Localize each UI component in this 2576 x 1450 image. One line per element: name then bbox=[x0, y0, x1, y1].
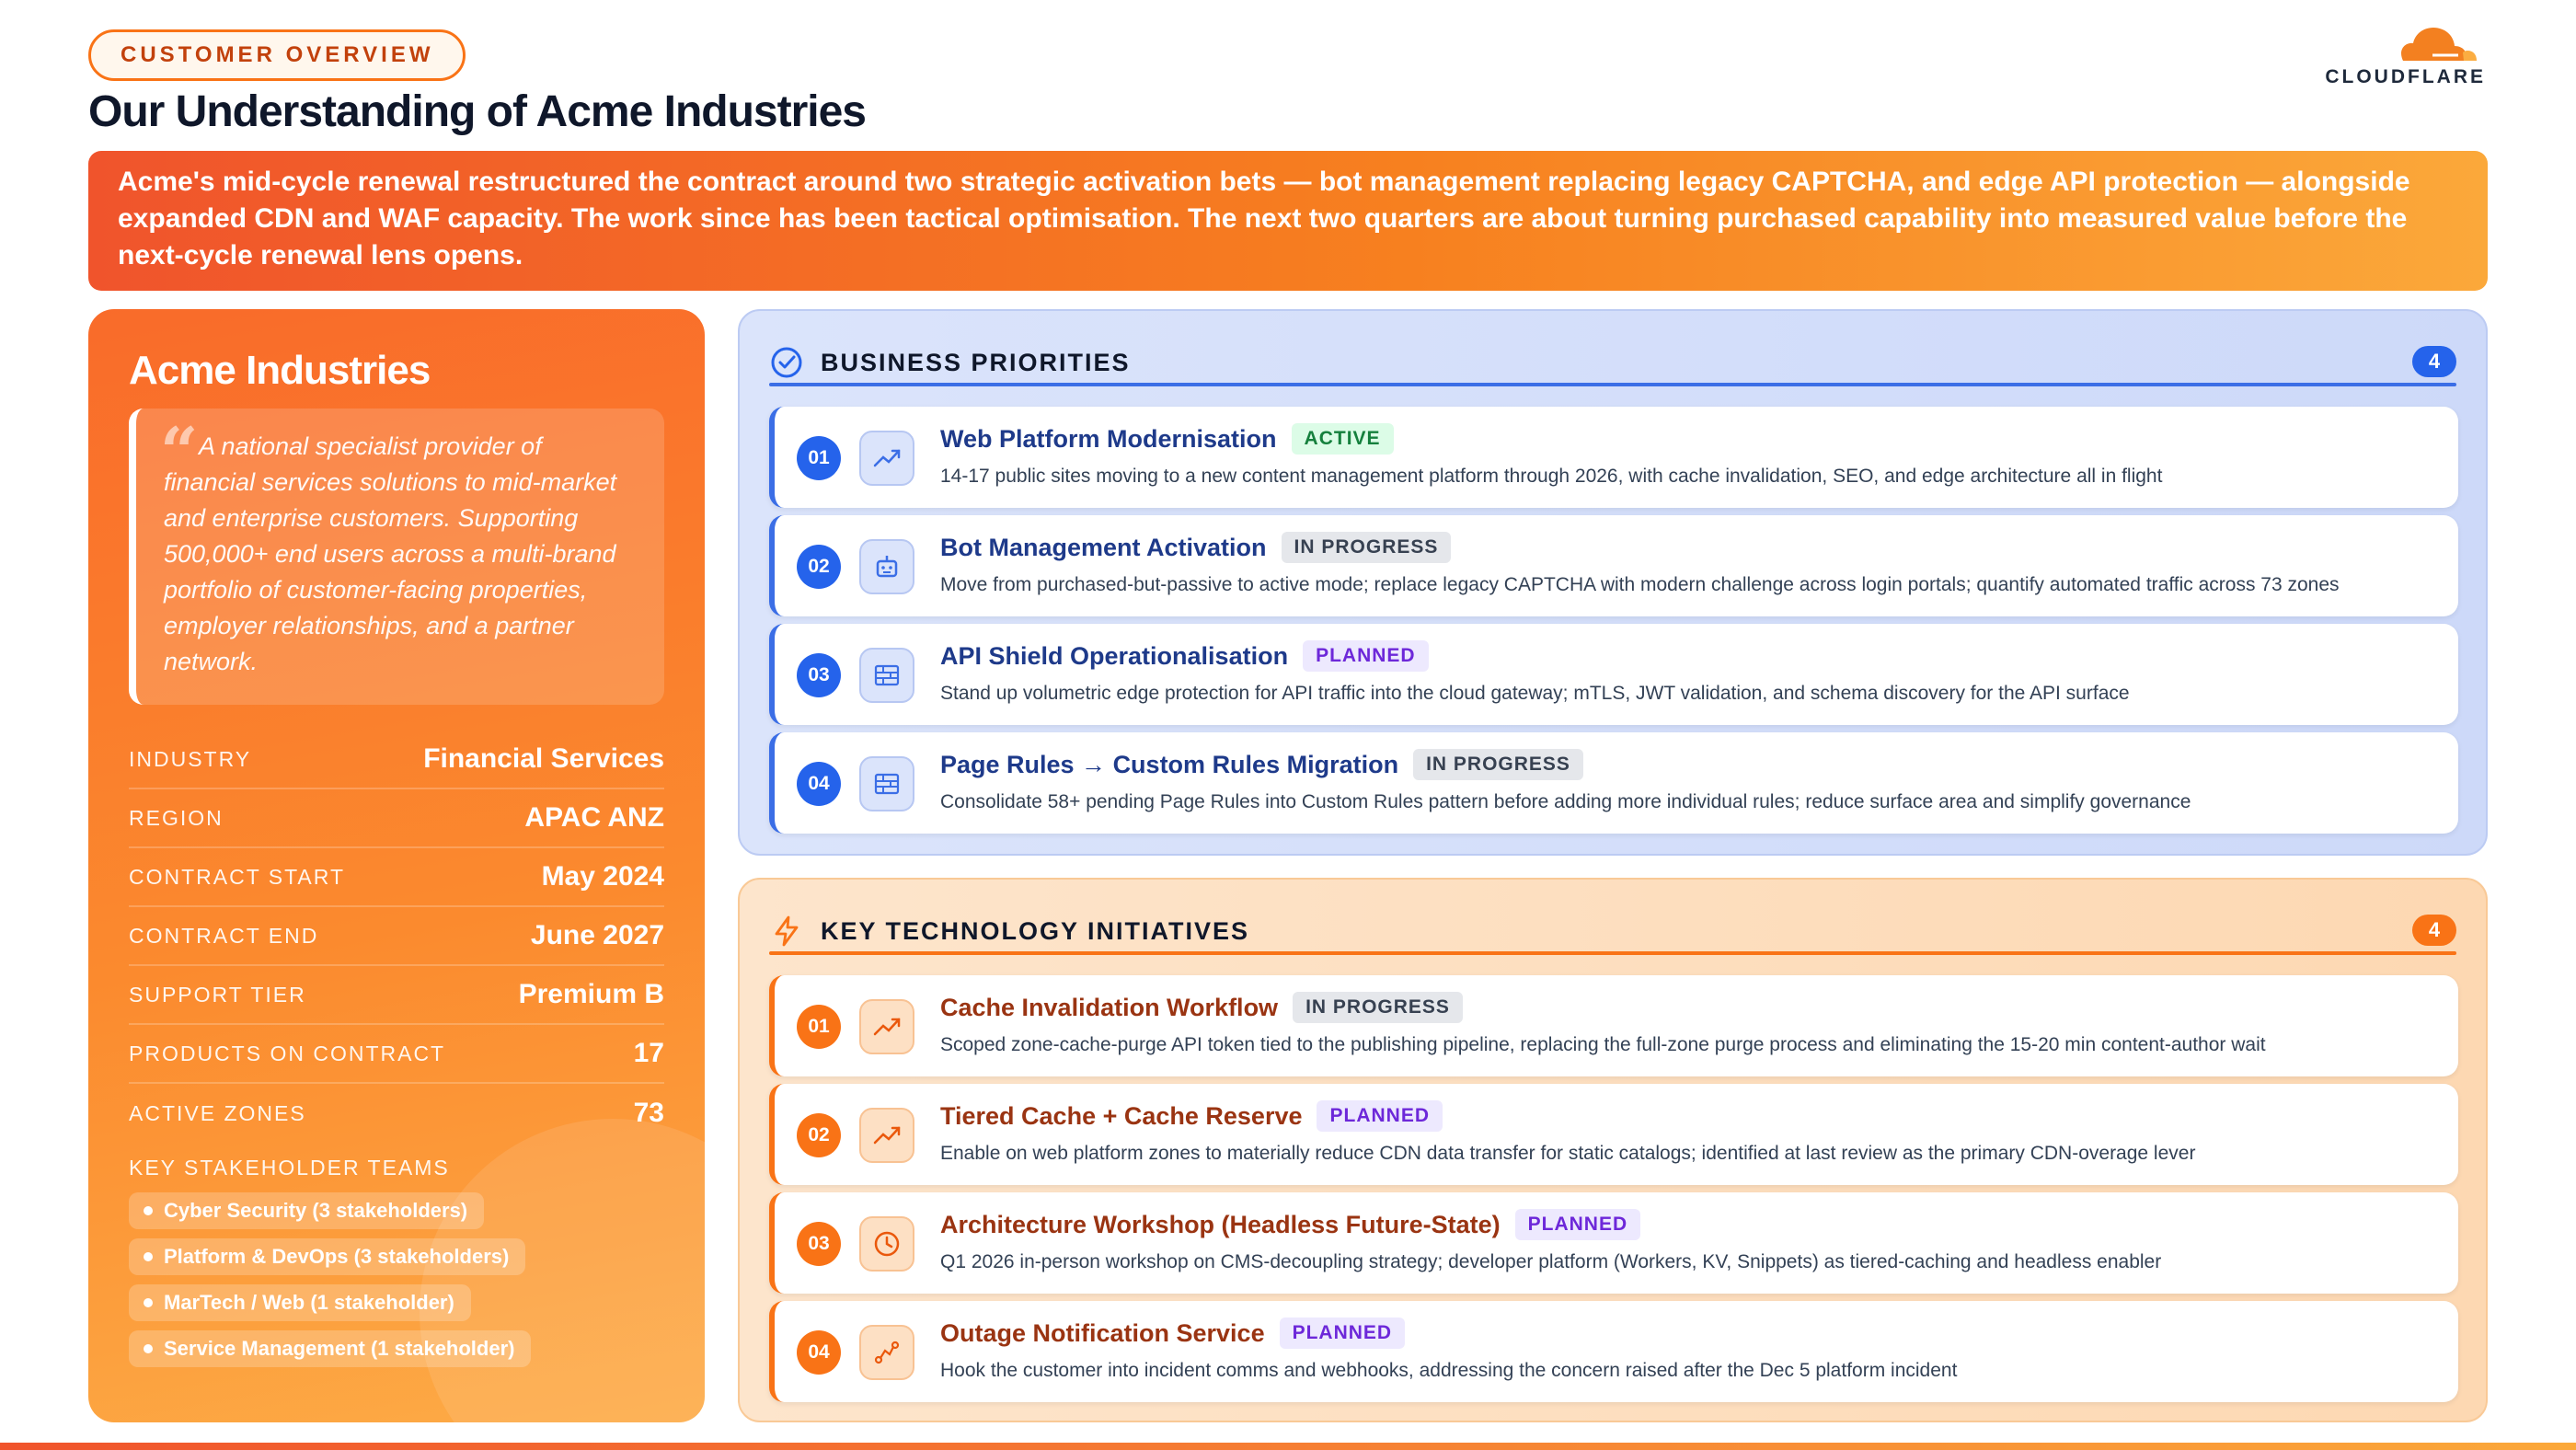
fact-value: Premium B bbox=[518, 979, 664, 1009]
summary-banner: Acme's mid-cycle renewal restructured the contract around two strategic activation bets — bot management replacing legacy CAPTCHA, and edge API protection — alongside expanded CDN and WAF capacity. The work since has been tactical optimisation. The next two quarters are about turning purchased capability into measured value before the next-cycle renewal lens opens. bbox=[88, 151, 2488, 291]
quote-icon: “ bbox=[160, 412, 199, 490]
priority-item[interactable] bbox=[769, 407, 2458, 508]
stakeholder-chip bbox=[129, 1330, 531, 1367]
fact-value: APAC ANZ bbox=[524, 802, 664, 833]
priority-item[interactable] bbox=[769, 732, 2458, 834]
bullet-icon bbox=[144, 1206, 153, 1215]
robot-icon bbox=[859, 539, 914, 594]
item-description: Q1 2026 in-person workshop on CMS-decoupling strategy; developer platform (Workers, KV, Snippets) as tiered-caching and headless enabler bbox=[940, 1251, 2162, 1272]
fact-row-region bbox=[129, 789, 664, 848]
company-name: Acme Industries bbox=[129, 348, 431, 393]
item-number: 04 bbox=[797, 762, 841, 806]
logo-text: CLOUDFLARE bbox=[2325, 66, 2486, 87]
lightning-icon bbox=[769, 914, 804, 949]
item-number: 04 bbox=[797, 1330, 841, 1375]
item-description: Stand up volumetric edge protection for API traffic into the cloud gateway; mTLS, JWT validation, and schema discovery for the API surface bbox=[940, 683, 2130, 704]
divider bbox=[769, 951, 2456, 955]
firewall-icon bbox=[859, 648, 914, 703]
fact-row-products bbox=[129, 1025, 664, 1084]
panel-title: KEY TECHNOLOGY INITIATIVES bbox=[821, 916, 1250, 945]
priority-item[interactable] bbox=[769, 624, 2458, 725]
footer-accent-bar bbox=[0, 1443, 2576, 1450]
stakeholder-label: MarTech / Web (1 stakeholder) bbox=[164, 1291, 454, 1314]
count-badge: 4 bbox=[2412, 915, 2456, 946]
status-badge: PLANNED bbox=[1515, 1209, 1641, 1240]
page-title: Our Understanding of Acme Industries bbox=[88, 87, 866, 136]
fact-value: May 2024 bbox=[541, 861, 664, 892]
fact-label: CONTRACT START bbox=[129, 864, 346, 889]
webhook-icon bbox=[859, 1325, 914, 1380]
item-title: Tiered Cache + Cache Reserve bbox=[940, 1101, 1303, 1130]
count-badge: 4 bbox=[2412, 346, 2456, 377]
panel-title: BUSINESS PRIORITIES bbox=[821, 348, 1131, 376]
bullet-icon bbox=[144, 1344, 153, 1353]
stakeholder-label: Cyber Security (3 stakeholders) bbox=[164, 1199, 468, 1222]
business-priorities-panel bbox=[738, 309, 2488, 856]
item-title: Outage Notification Service bbox=[940, 1318, 1265, 1347]
status-badge: IN PROGRESS bbox=[1293, 992, 1463, 1023]
fact-label: REGION bbox=[129, 805, 224, 830]
item-description: Enable on web platform zones to materially reduce CDN data transfer for static catalogs; identified at last review as the primary CDN-overage lever bbox=[940, 1143, 2196, 1164]
firewall-icon bbox=[859, 756, 914, 811]
item-title: Web Platform Modernisation bbox=[940, 424, 1277, 453]
item-number: 01 bbox=[797, 436, 841, 480]
priority-item[interactable] bbox=[769, 515, 2458, 616]
fact-row-active-zones bbox=[129, 1084, 664, 1143]
trending-up-icon bbox=[859, 999, 914, 1054]
item-number: 03 bbox=[797, 1222, 841, 1266]
item-title: Cache Invalidation Workflow bbox=[940, 993, 1279, 1021]
cloudflare-logo bbox=[2311, 24, 2486, 88]
initiative-item[interactable] bbox=[769, 975, 2458, 1076]
item-title: Page Rules → Custom Rules Migration bbox=[940, 750, 1399, 778]
stakeholder-chip bbox=[129, 1284, 471, 1321]
item-title: API Shield Operationalisation bbox=[940, 641, 1289, 670]
item-title: Architecture Workshop (Headless Future-State) bbox=[940, 1210, 1501, 1238]
bullet-icon bbox=[144, 1252, 153, 1261]
item-description: 14-17 public sites moving to a new content management platform through 2026, with cache invalidation, SEO, and edge architecture all in flight bbox=[940, 466, 2163, 487]
company-description-box bbox=[129, 409, 664, 705]
status-badge: IN PROGRESS bbox=[1282, 532, 1452, 563]
fact-label: PRODUCTS ON CONTRACT bbox=[129, 1041, 446, 1065]
company-profile-card bbox=[88, 309, 705, 1422]
fact-label: CONTRACT END bbox=[129, 923, 319, 948]
status-badge: ACTIVE bbox=[1292, 423, 1394, 455]
fact-label: INDUSTRY bbox=[129, 746, 252, 771]
item-description: Scoped zone-cache-purge API token tied to the publishing pipeline, replacing the full-zone purge process and eliminating the 15-20 min content-author wait bbox=[940, 1034, 2266, 1055]
trending-up-icon bbox=[859, 431, 914, 486]
status-badge: PLANNED bbox=[1303, 640, 1429, 672]
fact-label: ACTIVE ZONES bbox=[129, 1100, 306, 1125]
initiative-item[interactable] bbox=[769, 1192, 2458, 1294]
divider bbox=[769, 383, 2456, 386]
fact-row-contract-end bbox=[129, 907, 664, 966]
item-title: Bot Management Activation bbox=[940, 533, 1267, 561]
stakeholder-chip bbox=[129, 1192, 484, 1229]
fact-value: 17 bbox=[633, 1038, 664, 1068]
item-description: Move from purchased-but-passive to active mode; replace legacy CAPTCHA with modern challenge across login portals; quantify automated traffic across 73 zones bbox=[940, 574, 2340, 595]
trending-up-icon bbox=[859, 1108, 914, 1163]
fact-value: June 2027 bbox=[530, 920, 664, 950]
status-badge: PLANNED bbox=[1317, 1100, 1443, 1132]
item-number: 02 bbox=[797, 545, 841, 589]
clock-icon bbox=[859, 1216, 914, 1272]
fact-row-support-tier bbox=[129, 966, 664, 1025]
fact-value: Financial Services bbox=[423, 743, 664, 774]
item-description: Hook the customer into incident comms and webhooks, addressing the concern raised after the Dec 5 platform incident bbox=[940, 1360, 1958, 1381]
initiative-item[interactable] bbox=[769, 1084, 2458, 1185]
status-badge: IN PROGRESS bbox=[1413, 749, 1583, 780]
status-badge: PLANNED bbox=[1280, 1318, 1406, 1349]
stakeholder-heading: KEY STAKEHOLDER TEAMS bbox=[129, 1156, 450, 1180]
panel-header bbox=[769, 337, 2456, 388]
panel-header bbox=[769, 905, 2456, 957]
fact-row-industry bbox=[129, 731, 664, 789]
item-description: Consolidate 58+ pending Page Rules into Custom Rules pattern before adding more individual rules; reduce surface area and simplify governance bbox=[940, 791, 2191, 812]
item-number: 01 bbox=[797, 1005, 841, 1049]
item-number: 03 bbox=[797, 653, 841, 697]
stakeholder-label: Service Management (1 stakeholder) bbox=[164, 1337, 515, 1360]
company-description: A national specialist provider of financial services solutions to mid-market and enterprise customers. Supporting 500,000+ end users across a multi-brand portfolio of customer-facing properties, employer relationships, and a partner network. bbox=[164, 432, 617, 675]
cloud-icon bbox=[2390, 24, 2478, 64]
stakeholder-chip bbox=[129, 1238, 525, 1275]
tech-initiatives-panel bbox=[738, 878, 2488, 1422]
item-number: 02 bbox=[797, 1113, 841, 1157]
fact-value: 73 bbox=[633, 1098, 664, 1128]
bullet-icon bbox=[144, 1298, 153, 1307]
check-circle-icon bbox=[769, 345, 804, 380]
section-tag: CUSTOMER OVERVIEW bbox=[88, 29, 466, 81]
fact-row-contract-start bbox=[129, 848, 664, 907]
fact-label: SUPPORT TIER bbox=[129, 982, 306, 1007]
initiative-item[interactable] bbox=[769, 1301, 2458, 1402]
stakeholder-label: Platform & DevOps (3 stakeholders) bbox=[164, 1245, 510, 1268]
